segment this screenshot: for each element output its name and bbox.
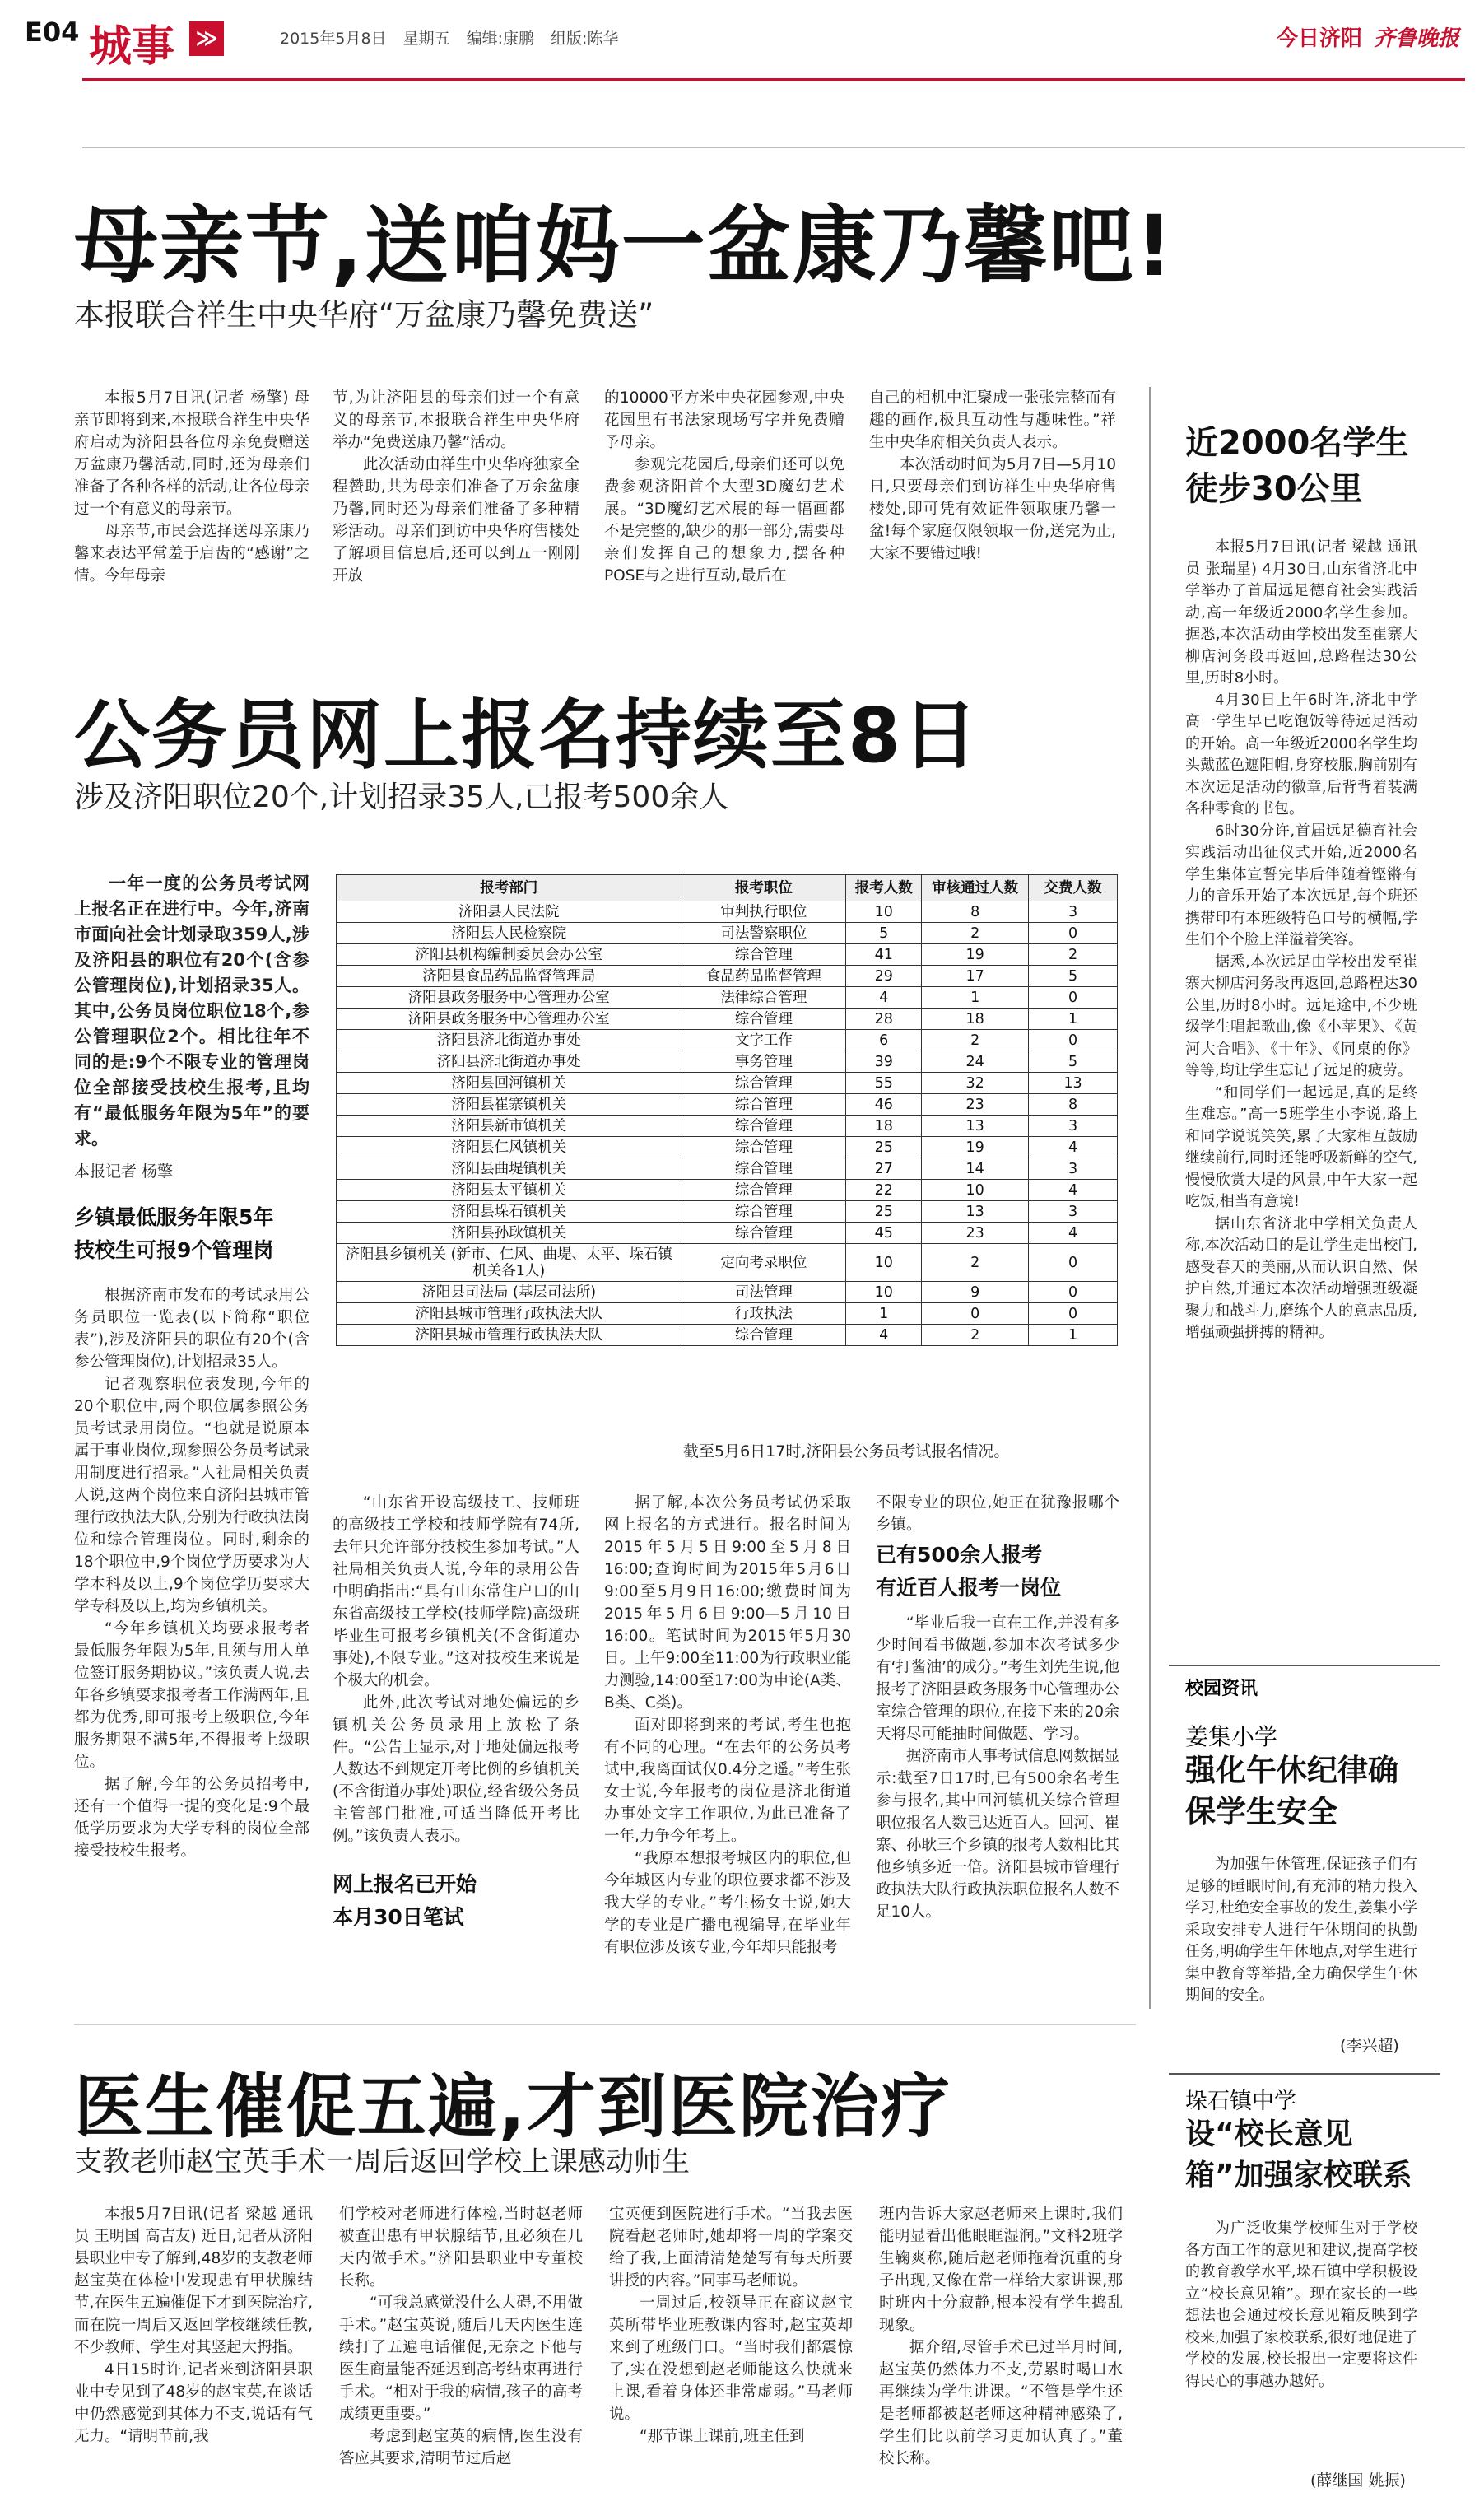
art3-c2c: 考虑到赵宝英的病情,医生没有答应其要求,清明节过后赵: [339, 2428, 583, 2467]
table-cell: 综合管理: [682, 1223, 846, 1244]
art3-col2: [339, 2203, 583, 2499]
table-cell: 4: [1029, 1137, 1118, 1158]
art1-col4-p2: 本次活动时间为5月7日—5月10日,只要母亲们到访祥生中央华府售楼处,即可凭有效证件领取康乃馨一盆!每个家庭仅限领取一份,送完为止,大家不要错过哦!: [869, 456, 1116, 562]
th-paid: 交费人数: [1029, 875, 1118, 901]
table-cell: 3: [1029, 1158, 1118, 1180]
page-header: [0, 0, 1484, 99]
art2-c1p4: 据了解,今年的公务员招考中,还有一个值得一提的变化是:9个最低学历要求为大学专科的岗位全部接受技校生报考。: [74, 1776, 309, 1860]
art3-col1: [74, 2203, 313, 2499]
table-cell: 39: [846, 1051, 922, 1073]
art2-c4p3: 据济南市人事考试信息网数据显示:截至7日17时,已有500余名考生参与报名,其中回河镇机关综合管理职位报名人数已达近百人。回河、崔寨、孙耿三个乡镇的报考人数相比其他乡镇多近一倍。济阳县城市管理行政执法大队行政执法职位报名人数不足10人。: [876, 1748, 1119, 1921]
th-approved: 审核通过人数: [922, 875, 1029, 901]
table-caption: 截至5月6日17时,济阳县公务员考试报名情况。: [683, 1442, 1010, 1460]
table-cell: 济阳县机构编制委员会办公室: [337, 944, 682, 966]
registration-table: [336, 874, 1118, 1346]
campus-n2-body: [1185, 2218, 1417, 2462]
table-cell: 0: [1029, 987, 1118, 1009]
art1-col4-p1: 自己的相机中汇聚成一张张完整而有趣的画作,极具互动性与趣味性。”祥生中央华府相关负责人表示。: [869, 389, 1116, 451]
table-cell: 济阳县崔寨镇机关: [337, 1094, 682, 1116]
art2-c1p1: 根据济南市发布的考试录用公务员职位一览表(以下简称“职位表”),涉及济阳县的职位有20个(含参公管理岗位),计划招录35人。: [74, 1287, 309, 1371]
art1-col1-p2: 母亲节,市民会选择送母亲康乃馨来表达平常羞于启齿的“感谢”之情。今年母亲: [74, 523, 309, 585]
art2-c2p2: 此外,此次考试对地处偏远的乡镇机关公务员录用上放松了条件。“公告上显示,对于地处偏远报考人数达不到规定开考比例的乡镇机关(不含街道办事处)职位,经省级公务员主管部门批准,可适当降低开考比例。”该负责人表示。: [333, 1694, 579, 1845]
art1-title: 母亲节,送咱妈一盆康乃馨吧!: [74, 198, 1175, 296]
table-cell: 10: [846, 1244, 922, 1282]
table-cell: 济阳县司法局 (基层司法所): [337, 1282, 682, 1303]
art1-col3: [604, 387, 844, 617]
table-cell: 济阳县城市管理行政执法大队: [337, 1303, 682, 1325]
art3-c3c: “那节课上课前,班主任到: [640, 2428, 805, 2445]
table-cell: 综合管理: [682, 1180, 846, 1201]
header-rule-secondary: [82, 147, 1465, 148]
art2-sub3b: 有近百人报考一岗位: [876, 1576, 1062, 1600]
art2-col1: [74, 1284, 309, 2009]
table-cell: 0: [1029, 1030, 1118, 1051]
table-row: [337, 901, 1118, 923]
art3-c1b: 4日15时许,记者来到济阳县职业中专见到了48岁的赵宝英,在谈话中仍然感觉到其体力不支,说话有气无力。“请明节前,我: [74, 2361, 313, 2445]
art2-c4p1: 不限专业的职位,她正在犹豫报哪个乡镇。: [876, 1494, 1119, 1534]
art3-c2b: “可我总感觉没什么大碍,不用做手术。”赵宝英说,随后几天内医生连续打了五遍电话催促,无奈之下他与医生商量能否延迟到高考结束再进行手术。“相对于我的病情,孩子的高考成绩更重要。”: [339, 2294, 583, 2423]
table-cell: 济阳县仁风镇机关: [337, 1137, 682, 1158]
table-cell: 0: [1029, 1244, 1118, 1282]
art2-title: 公务员网上报名持续至8日: [74, 692, 980, 780]
table-cell: 5: [846, 923, 922, 944]
art2-byline: 本报记者 杨擎: [74, 1162, 174, 1181]
table-cell: 综合管理: [682, 1201, 846, 1223]
table-cell: 济阳县回河镇机关: [337, 1073, 682, 1094]
art3-c4b: 据介绍,尽管手术已过半月时间,赵宝英仍然体力不支,劳累时喝口水再继续为学生讲课。“不管是学生还是老师都被赵老师这种精神感染了,学生们比以前学习更加认真了。”董校长称。: [879, 2339, 1123, 2467]
art3-c2: 们学校对老师进行体检,当时赵老师被查出患有甲状腺结节,且必须在几天内做手术。”济阳县职业中专董校长称。: [339, 2206, 583, 2290]
campus-n1-text: 为加强午休管理,保证孩子们有足够的睡眠时间,有充沛的精力投入学习,杜绝安全事故的发生,姜集小学采取安排专人进行午休期间的执勤任务,明确学生午休地点,对学生进行集中教育等举措,全力确保学生午休期间的安全。: [1185, 1856, 1417, 2004]
table-cell: 3: [1029, 1201, 1118, 1223]
table-cell: 2: [922, 1244, 1029, 1282]
table-cell: 5: [1029, 1051, 1118, 1073]
art2-c4p2: “毕业后我一直在工作,并没有多少时间看书做题,参加本次考试多少有‘打酱油’的成分。”考生刘先生说,他报考了济阳县政务服务中心管理办公室综合管理的职位,在接下来的20余天将尽可能抽时间做题、学习。: [876, 1614, 1119, 1743]
table-cell: 综合管理: [682, 1009, 846, 1030]
campus-n2-text: 为广泛收集学校师生对于学校各方面工作的意见和建议,提高学校的教育教学水平,垛石镇中学积极设立“校长意见箱”。现在家长的一些想法也会通过校长意见箱反映到学校来,加强了家校联系,很好地促进了学校的发展,校长报出一定要将这件得民心的事越办越好。: [1185, 2220, 1417, 2390]
art2-sub2b: 本月30日笔试: [333, 1905, 464, 1929]
side1-p1: 本报5月7日讯(记者 梁越 通讯员 张瑞星) 4月30日,山东省济北中学举办了首届远足德育社会实践活动,高一年级近2000名学生参加。据悉,本次活动由学校出发至崔寨大柳店河务段再返回,总路程达30公里,历时8小时。: [1185, 538, 1417, 687]
table-cell: 综合管理: [682, 1116, 846, 1137]
table-cell: 济阳县济北街道办事处: [337, 1030, 682, 1051]
art1-subtitle: 本报联合祥生中央华府“万盆康乃馨免费送”: [74, 297, 654, 333]
table-cell: 45: [846, 1223, 922, 1244]
table-cell: 22: [846, 1180, 922, 1201]
table-cell: 13: [922, 1201, 1029, 1223]
table-cell: 1: [1029, 1009, 1118, 1030]
campus-label: 校园资讯: [1185, 1679, 1258, 1699]
table-cell: 食品药品监督管理: [682, 966, 846, 987]
table-cell: 0: [922, 1303, 1029, 1325]
table-cell: 综合管理: [682, 1325, 846, 1346]
art2-c3p3: “我原本想报考城区内的职位,但今年城区内专业的职位要求都不涉及我大学的专业。”考生杨女士说,她大学的专业是广播电视编导,在毕业年有职位涉及该专业,今年却只能报考: [604, 1850, 851, 1956]
table-cell: 2: [922, 1030, 1029, 1051]
table-cell: 4: [1029, 1223, 1118, 1244]
table-cell: 济阳县城市管理行政执法大队: [337, 1325, 682, 1346]
table-cell: 4: [1029, 1180, 1118, 1201]
table-header-row: [337, 875, 1118, 901]
table-row: [337, 1009, 1118, 1030]
art3-c3b: 一周过后,校领导正在商议赵宝英所带毕业班教课内容时,赵宝英却来到了班级门口。“当时我们都震惊了,实在没想到赵老师能这么快就来上课,看着身体还非常虚弱。”马老师说。: [609, 2294, 853, 2423]
table-cell: 综合管理: [682, 1158, 846, 1180]
side1-body: [1185, 537, 1417, 1805]
campus-n2-credit: (薛继国 姚振): [1310, 2471, 1406, 2490]
side1-p3: 6时30分许,首届远足德育社会实践活动出征仪式开始,近2000名学生集体宣誓完毕后伴随着铿锵有力的音乐开始了本次远足,每个班还携带印有本班级特色口号的横幅,学生们个个脸上洋溢着笑容。: [1185, 822, 1417, 948]
table-cell: 23: [922, 1094, 1029, 1116]
table-cell: 27: [846, 1158, 922, 1180]
art1-col2: [333, 387, 579, 617]
th-dept: 报考部门: [337, 875, 682, 901]
brand: [1277, 21, 1459, 52]
table-cell: 济阳县新市镇机关: [337, 1116, 682, 1137]
table-cell: 41: [846, 944, 922, 966]
table-cell: 10: [922, 1180, 1029, 1201]
table-cell: 济阳县人民法院: [337, 901, 682, 923]
table-cell: 审判执行职位: [682, 901, 846, 923]
art3-title: 医生催促五遍,才到医院治疗: [74, 2066, 951, 2147]
table-cell: 3: [1029, 901, 1118, 923]
art3-rule: [74, 2024, 1136, 2025]
table-cell: 5: [1029, 966, 1118, 987]
table-cell: 1: [846, 1303, 922, 1325]
table-row: [337, 1030, 1118, 1051]
table-cell: 23: [922, 1223, 1029, 1244]
campus-rule: [1169, 1665, 1440, 1666]
table-row: [337, 1158, 1118, 1180]
table-cell: 济阳县政务服务中心管理办公室: [337, 987, 682, 1009]
brand-column: 今日济阳: [1276, 26, 1362, 51]
table-cell: 综合管理: [682, 1094, 846, 1116]
table-row: [337, 1282, 1118, 1303]
table-cell: 综合管理: [682, 1073, 846, 1094]
header-rule: [82, 78, 1465, 81]
art3-c1: 本报5月7日讯(记者 梁越 通讯员 王明国 高吉友) 近日,记者从济阳县职业中专了解到,48岁的支教老师赵宝英在体检中发现患有甲状腺结节,在医生五遍催促下才到医院治疗,而在院一周后又返回学校继续任教,不少教师、学生对其竖起大拇指。: [74, 2206, 313, 2356]
campus-rule-2: [1169, 2073, 1440, 2075]
art2-sub1a: 乡镇最低服务年限5年: [74, 1205, 274, 1229]
table-cell: 18: [846, 1116, 922, 1137]
art3-col4: [879, 2203, 1123, 2499]
table-cell: 济阳县曲堤镇机关: [337, 1158, 682, 1180]
table-cell: 济阳县食品药品监督管理局: [337, 966, 682, 987]
table-cell: 28: [846, 1009, 922, 1030]
table-row: [337, 1137, 1118, 1158]
th-position: 报考职位: [682, 875, 846, 901]
table-cell: 济阳县乡镇机关 (新市、仁风、曲堤、太平、垛石镇机关各1人): [337, 1244, 682, 1282]
table-cell: 1: [922, 987, 1029, 1009]
art2-c2p1: “山东省开设高级技工、技师班的高级技工学校和技师学院有74所,去年只允许部分技校生参加考试。”人社局相关负责人说,今年的录用公告中明确指出:“具有山东常住户口的山东省高级技工学校(技师学院)高级班毕业生可报考乡镇机关(不含街道办事处),不限专业。”这对技校生来说是个极大的机会。: [333, 1494, 579, 1689]
campus-n1-title: 强化午休纪律确保学生安全: [1185, 1753, 1398, 1829]
table-cell: 3: [1029, 1116, 1118, 1137]
art1-col3-p2: 参观完花园后,母亲们还可以免费参观济阳首个大型3D魔幻艺术展。“3D魔幻艺术展的每一幅画都不是完整的,缺少的那一部分,需要母亲们发挥自己的想象力,摆各种POSE与之进行互动,最后在: [604, 456, 844, 585]
art1-col1-p1: 本报5月7日讯(记者 杨擎) 母亲节即将到来,本报联合祥生中央华府启动为济阳县各位母亲免费赠送万盆康乃馨活动,同时,还为母亲们准备了各种各样的活动,让各位母亲过一个有意义的母亲节。: [74, 389, 309, 518]
table-cell: 1: [1029, 1325, 1118, 1346]
campus-n1-body: [1185, 1854, 1417, 2032]
table-cell: 13: [922, 1116, 1029, 1137]
table-cell: 事务管理: [682, 1051, 846, 1073]
page-number: E04: [25, 16, 80, 48]
table-row: [337, 1073, 1118, 1094]
art3-c3: 宝英便到医院进行手术。“当我去医院看赵老师时,她却将一周的学案交给了我,上面清清楚楚写有每天所要讲授的内容。”同事马老师说。: [609, 2206, 853, 2290]
table-cell: 8: [1029, 1094, 1118, 1116]
table-cell: 2: [922, 1325, 1029, 1346]
table-cell: 8: [922, 901, 1029, 923]
table-row: [337, 944, 1118, 966]
campus-n1-school: 姜集小学: [1185, 1723, 1278, 1750]
table-cell: 4: [846, 987, 922, 1009]
table-cell: 司法警察职位: [682, 923, 846, 944]
table-row: [337, 1303, 1118, 1325]
table-cell: 2: [922, 923, 1029, 944]
column-divider: [1149, 387, 1151, 2009]
art1-col4: [869, 387, 1116, 617]
table-cell: 4: [846, 1325, 922, 1346]
campus-n1-credit: (李兴超): [1340, 2037, 1399, 2055]
table-cell: 综合管理: [682, 944, 846, 966]
table-cell: 济阳县人民检察院: [337, 923, 682, 944]
art1-col3-p1: 的10000平方米中央花园参观,中央花园里有书法家现场写字并免费赠予母亲。: [604, 389, 844, 451]
table-cell: 济阳县济北街道办事处: [337, 1051, 682, 1073]
table-row: [337, 923, 1118, 944]
table-row: [337, 1094, 1118, 1116]
table-row: [337, 966, 1118, 987]
art3-col3: [609, 2203, 853, 2499]
side1-p2: 4月30日上午6时许,济北中学高一学生早已吃饱饭等待远足活动的开始。高一年级近2000名学生均头戴蓝色遮阳帽,身穿校服,胸前别有本次远足活动的徽章,后背背着装满各种零食的书包。: [1185, 691, 1417, 818]
table-cell: 9: [922, 1282, 1029, 1303]
table-cell: 法律综合管理: [682, 987, 846, 1009]
table-cell: 济阳县孙耿镇机关: [337, 1223, 682, 1244]
art2-col4-top: [876, 1492, 1119, 1538]
table-cell: 济阳县太平镇机关: [337, 1180, 682, 1201]
table-row: [337, 987, 1118, 1009]
table-cell: 综合管理: [682, 1137, 846, 1158]
table-cell: 46: [846, 1094, 922, 1116]
art2-intro: [74, 871, 309, 1159]
table-cell: 29: [846, 966, 922, 987]
art2-c3p1: 据了解,本次公务员考试仍采取网上报名的方式进行。报名时间为2015年5月5日9:00至5月8日16:00;查询时间为2015年5月6日9:00至5月9日16:00;缴费时间为2015年5月6日9:00—5月10日16:00。笔试时间为2015年5月30日。上午9:00至11:00为行政职业能力测验,14:00至17:00为申论(A类、B类、C类)。: [604, 1494, 851, 1712]
art3-subtitle: 支教老师赵宝英手术一周后返回学校上课感动师生: [74, 2145, 690, 2178]
table-row: [337, 1201, 1118, 1223]
side1-p5: “和同学们一起远足,真的是终生难忘。”高一5班学生小李说,路上和同学说说笑笑,累了大家相互鼓励继续前行,同时还能呼吸新鲜的空气,慢慢欣赏大堤的风景,中午大家一起吃饭,相当有意境!: [1185, 1083, 1417, 1210]
table-cell: 17: [922, 966, 1029, 987]
art2-intro-text: 一年一度的公务员考试网上报名正在进行中。今年,济南市面向社会计划录取359人,涉及济阳县的职位有20个(含参公管理岗位),计划招录35人。其中,公务员岗位职位18个,参公管理职位2个。相比往年不同的是:9个不限专业的管理岗位全部接受技校生报考,且均有“最低服务年限为5年”的要求。: [74, 873, 309, 1148]
table-cell: 文字工作: [682, 1030, 846, 1051]
table-row: [337, 1116, 1118, 1137]
table-cell: 18: [922, 1009, 1029, 1030]
art2-sub1b: 技校生可报9个管理岗: [74, 1238, 274, 1262]
table-row: [337, 1223, 1118, 1244]
art2-c1p3: “今年乡镇机关均要求报考者最低服务年限为5年,且须与用人单位签订服务期协议。”该负责人说,去年各乡镇要求报考者工作满两年,且都为优秀,即可报考上级职位,今年服务期限不满5年,不得报考上级职位。: [74, 1620, 309, 1771]
art2-c3p2: 面对即将到来的考试,考生也抱有不同的心理。“在去年的公务员考试中,我离面试仅0.4分之遥。”考生张女士说,今年报考的岗位是济北街道办事处文字工作职位,为此已准备了一年,力争今年考上。: [604, 1717, 851, 1845]
side1-p6: 据山东省济北中学相关负责人称,本次活动目的是让学生走出校门,感受春天的美丽,从而认识自然、保护自然,并通过本次活动增强班级凝聚力和战斗力,磨练个人的意志品质,增强顽强拼搏的精神。: [1185, 1214, 1417, 1341]
art2-sub3a: 已有500余人报考: [876, 1543, 1043, 1567]
art2-col4: [876, 1612, 1119, 2007]
table-cell: 19: [922, 1137, 1029, 1158]
table-row: [337, 1051, 1118, 1073]
side1-p4: 据悉,本次远足由学校出发至崔寨大柳店河务段再返回,总路程达30公里,历时8小时。远足途中,不少班级学生唱起歌曲,像《小苹果》、《黄河大合唱》、《十年》、《同桌的你》等等,均让学生忘记了远足的疲劳。: [1185, 953, 1417, 1079]
table-cell: 32: [922, 1073, 1029, 1094]
art2-c1p2: 记者观察职位表发现,今年的20个职位中,两个职位属参照公务员考试录用岗位。“也就是说原本属于事业岗位,现参照公务员考试录用制度进行招录。”人社局相关负责人说,这两个岗位来自济阳县城市管理行政执法大队,分别为行政执法岗位和综合管理岗位。同时,剩余的18个职位中,9个岗位学历要求为大学本科及以上,9个岗位学历要求大学专科及以上,均为乡镇机关。: [74, 1376, 309, 1615]
table-cell: 0: [1029, 1282, 1118, 1303]
art1-col2-p2: 此次活动由祥生中央华府独家全程赞助,共为母亲们准备了万余盆康乃馨,同时还为母亲们准备了多种精彩活动。母亲们到访中央华府售楼处了解项目信息后,还可以到五一刚刚开放: [333, 456, 579, 585]
issue-meta: 2015年5月8日 星期五 编辑:康鹏 组版:陈华: [280, 30, 619, 48]
table-cell: 13: [1029, 1073, 1118, 1094]
art1-col2-p1: 节,为让济阳县的母亲们过一个有意义的母亲节,本报联合祥生中央华府举办“免费送康乃馨”活动。: [333, 389, 579, 451]
table-cell: 25: [846, 1201, 922, 1223]
table-cell: 济阳县政务服务中心管理办公室: [337, 1009, 682, 1030]
art3-c4: 班内告诉大家赵老师来上课时,我们能明显看出他眼眶湿润。”文科2班学生鞠爽称,随后赵老师拖着沉重的身子出现,又像在常一样给大家讲课,那时班内十分寂静,根本没有学生捣乱现象。: [879, 2206, 1123, 2334]
paper-logo: 齐鲁晚报: [1373, 26, 1459, 51]
campus-n2-school: 垛石镇中学: [1185, 2089, 1296, 2114]
table-row: [337, 1325, 1118, 1346]
table-cell: 定向考录职位: [682, 1244, 846, 1282]
table-cell: 行政执法: [682, 1303, 846, 1325]
table-cell: 24: [922, 1051, 1029, 1073]
table-cell: 0: [1029, 1303, 1118, 1325]
table-cell: 司法管理: [682, 1282, 846, 1303]
art2-sub2a: 网上报名已开始: [333, 1872, 477, 1896]
art2-col3: [604, 1492, 851, 2002]
chevron-icon: ≫: [189, 21, 224, 56]
table-cell: 25: [846, 1137, 922, 1158]
table-cell: 10: [846, 901, 922, 923]
table-cell: 0: [1029, 923, 1118, 944]
table-cell: 2: [1029, 944, 1118, 966]
section-name: 城事: [89, 21, 175, 72]
table-cell: 6: [846, 1030, 922, 1051]
art2-subtitle: 涉及济阳职位20个,计划招录35人,已报考500余人: [74, 780, 729, 814]
side1-title: 近2000名学生徒步30公里: [1185, 424, 1409, 508]
table-cell: 10: [846, 1282, 922, 1303]
table-row: [337, 1180, 1118, 1201]
table-cell: 19: [922, 944, 1029, 966]
table-cell: 55: [846, 1073, 922, 1094]
table-cell: 14: [922, 1158, 1029, 1180]
table-row: [337, 1244, 1118, 1282]
art1-col1: [74, 387, 309, 617]
table-cell: 济阳县垛石镇机关: [337, 1201, 682, 1223]
th-applicants: 报考人数: [846, 875, 922, 901]
campus-n2-title: 设“校长意见箱”加强家校联系: [1185, 2117, 1412, 2192]
